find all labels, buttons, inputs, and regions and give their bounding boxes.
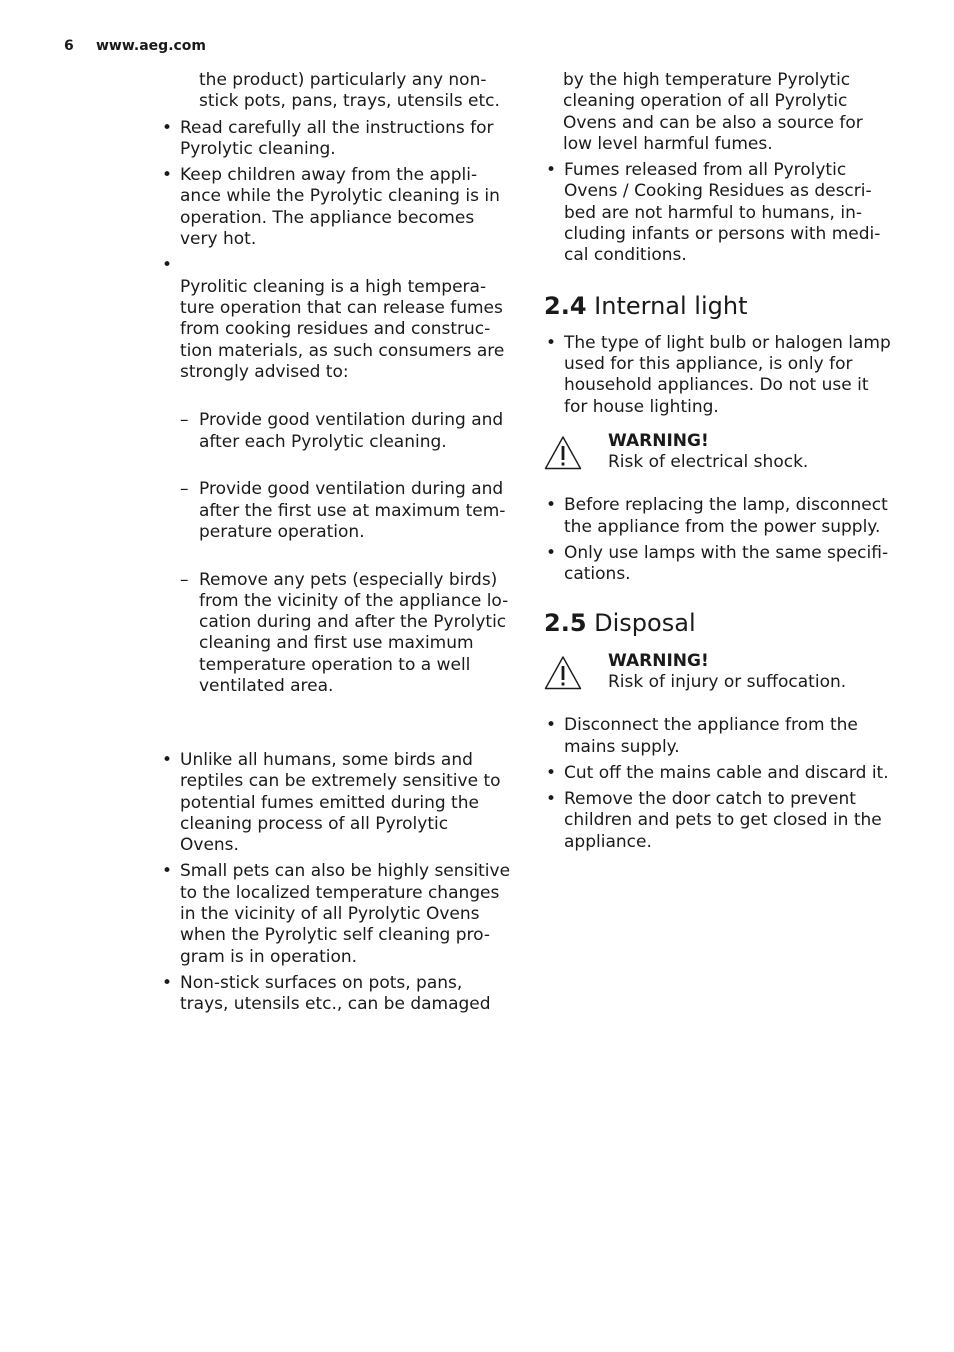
warning-title: WARNING! <box>608 430 709 451</box>
list-item: • Fumes released from all Pyrolytic Ovens / Cooking Residues as descri- bed are not harmful to humans, in- cluding infants or persons with medi- cal conditions. <box>544 160 904 266</box>
list-item: • The type of light bulb or halogen lamp used for this appliance, is only for household appliances. Do not use it for house lighting. <box>544 333 904 418</box>
warning-triangle-icon <box>544 655 582 691</box>
page-header <box>64 38 206 54</box>
list-item: • Read carefully all the instructions for Pyrolytic cleaning. <box>160 118 515 161</box>
page-number: 6 <box>64 38 74 54</box>
list-item <box>160 255 515 745</box>
disposal-bullet-list <box>544 715 904 853</box>
safety-bullet-list <box>544 160 904 266</box>
section-title: Disposal <box>594 608 696 637</box>
continued-text: the product) particularly any non- stick pots, pans, trays, utensils etc. <box>199 70 500 112</box>
right-column <box>544 70 904 858</box>
sub-list-item: – Provide good ventilation during and after the first use at maximum tem- perature operation. <box>180 479 515 543</box>
list-item: • Small pets can also be highly sensitive to the localized temperature changes in the vicinity of all Pyrolytic Ovens when the Pyrolytic self cleaning pro- gram is in operation. <box>160 861 515 967</box>
sub-list-item: – Remove any pets (especially birds) from the vicinity of the appliance lo- cation during and after the Pyrolytic cleaning and first use maximum temperature operation to a well ventilated area. <box>180 570 515 698</box>
warning-block <box>544 651 904 694</box>
list-item: • Keep children away from the appli- ance while the Pyrolytic cleaning is in operation. The appliance becomes very hot. <box>160 165 515 250</box>
list-item: • Cut off the mains cable and discard it. <box>544 763 904 784</box>
sub-list <box>180 389 515 723</box>
continued-text: by the high temperature Pyrolytic cleaning operation of all Pyrolytic Ovens and can be also a source for low level harmful fumes. <box>563 70 863 154</box>
sub-list-item: – Provide good ventilation during and after each Pyrolytic cleaning. <box>180 410 515 453</box>
warning-block <box>544 431 904 474</box>
light-bullet-list <box>544 333 904 418</box>
warning-text: Risk of electrical shock. <box>608 452 809 473</box>
section-heading-internal-light <box>544 291 904 321</box>
left-column <box>160 70 515 1020</box>
warning-text: Risk of injury or suffocation. <box>608 671 847 692</box>
list-item: • Unlike all humans, some birds and reptiles can be extremely sensitive to potential fumes emitted during the cleaning process of all Pyrolytic Ovens. <box>160 750 515 856</box>
section-number: 2.4 <box>544 291 587 320</box>
list-item: • Disconnect the appliance from the mains supply. <box>544 715 904 758</box>
list-item: • Only use lamps with the same specifi- cations. <box>544 543 904 586</box>
list-item: • Non-stick surfaces on pots, pans, trays, utensils etc., can be damaged <box>160 973 515 1016</box>
safety-bullet-list <box>160 118 515 1016</box>
light-bullet-list <box>544 495 904 585</box>
warning-title: WARNING! <box>608 650 709 671</box>
list-item: • Remove the door catch to prevent children and pets to get closed in the appliance. <box>544 789 904 853</box>
website-url: www.aeg.com <box>96 38 207 54</box>
section-heading-disposal <box>544 608 904 638</box>
section-title: Internal light <box>594 291 748 320</box>
list-item-text: Pyrolitic cleaning is a high tempera- ture operation that can release fumes from cooking residues and construc- tion materials, as such consumers are strongly advised to: <box>180 276 505 382</box>
warning-triangle-icon <box>544 435 582 471</box>
list-item: • Before replacing the lamp, disconnect the appliance from the power supply. <box>544 495 904 538</box>
section-number: 2.5 <box>544 608 587 637</box>
